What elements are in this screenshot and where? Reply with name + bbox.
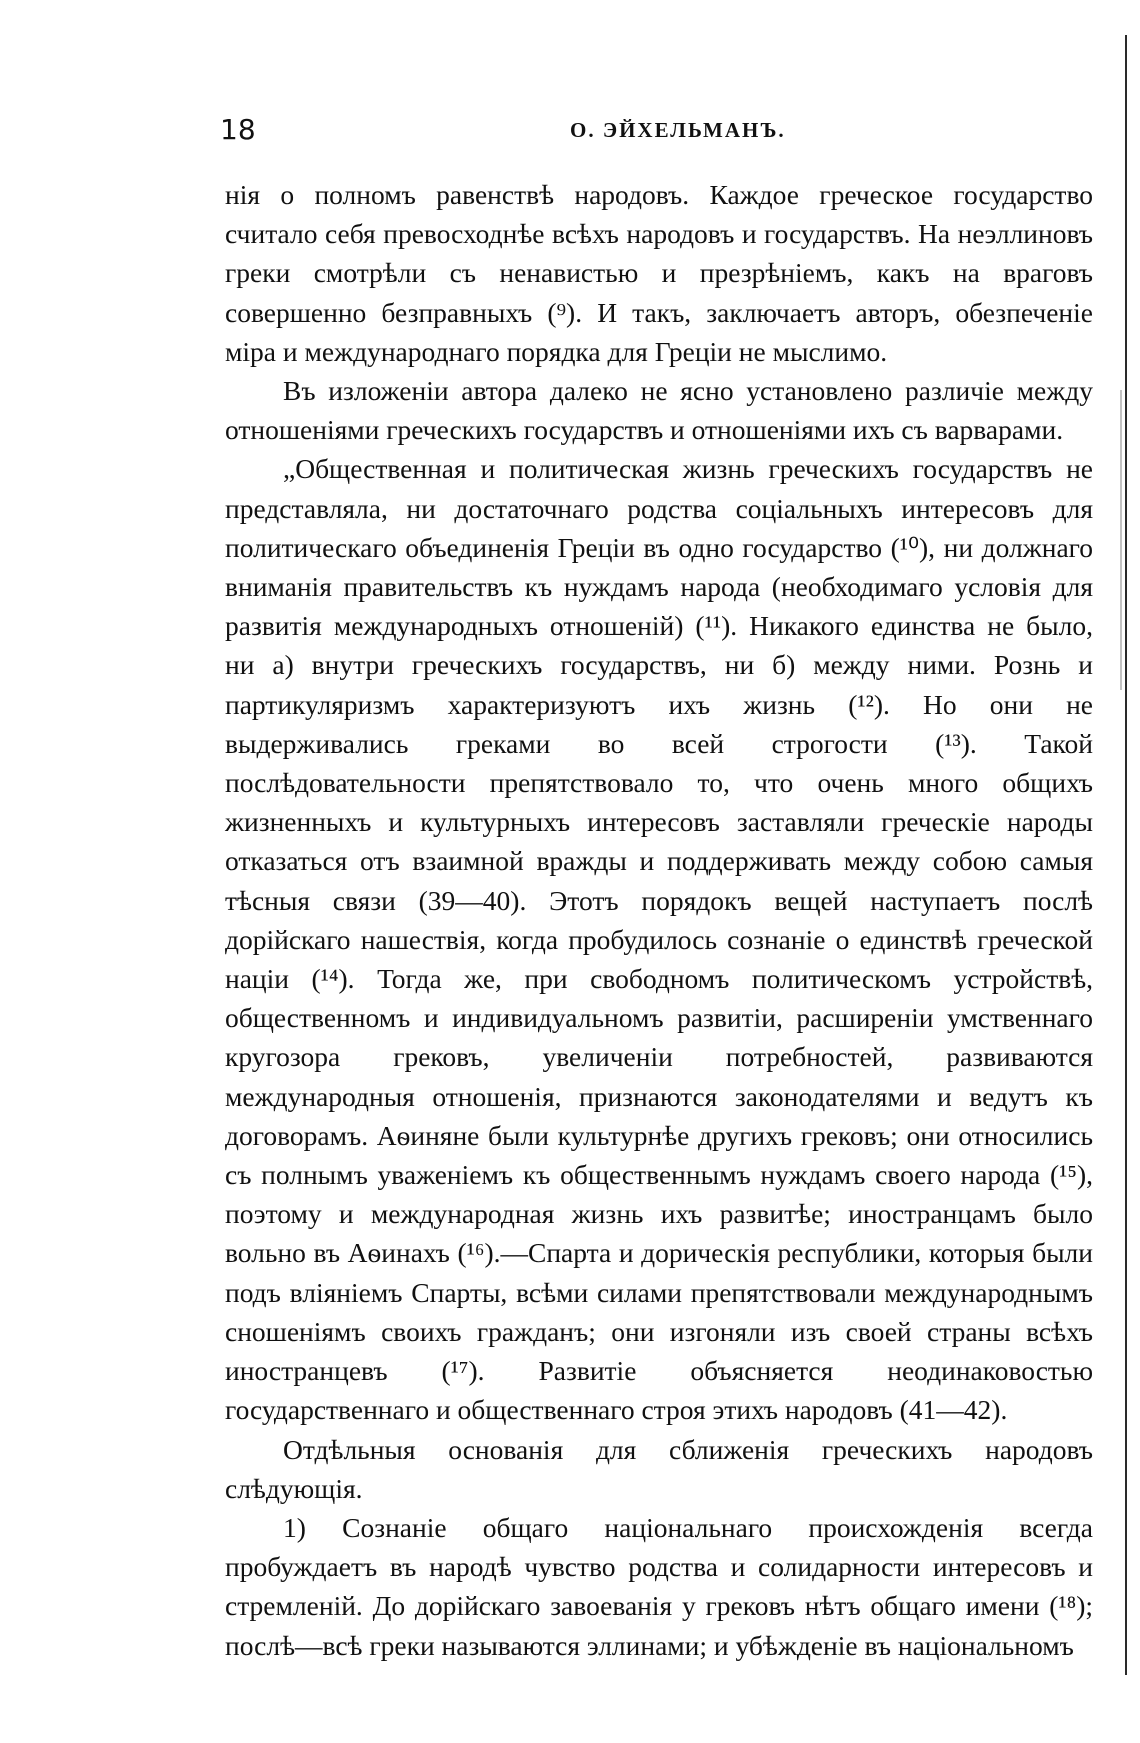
paragraph-5: 1) Сознаніе общаго національнаго происхожденія всегда пробуждаетъ въ народѣ чувство родства и солидарности интересовъ и стремленій. До дорійскаго завоеванія у грековъ нѣтъ общаго имени (¹⁸); послѣ—всѣ греки называются эллинами; и убѣжденіе въ національномъ xyxy=(225,1511,1093,1661)
paragraph-3: „Общественная и политическая жизнь греческихъ государствъ не представляла, ни достаточнаго родства соціальныхъ интересовъ для политическаго объединенія Греціи въ одно государство (¹⁰), ни должнаго вниманія правительствъ къ нуждамъ народа (необходимаго условія для развитія международныхъ отношеній) (¹¹). Никакого единства не было, ни а) внутри греческихъ государствъ, ни б) между ними. Рознь и партикуляризмъ характеризуютъ ихъ жизнь (¹²). Но они не выдерживались греками во всей строгости (¹³). Такой послѣдовательности препятствовало то, что очень много общихъ жизненныхъ и культурныхъ интересовъ заставляли греческіе народы отказаться отъ взаимной вражды и поддерживать между собою самыя тѣсныя связи (39—40). Этотъ порядокъ вещей наступаетъ послѣ дорійскаго нашествія, когда пробудилось сознаніе о единствѣ греческой націи (¹⁴). Тогда же, при свободномъ политическомъ устройствѣ, общественномъ и индивидуальномъ развитіи, расширеніи умственнаго кругозора грековъ, увеличеніи потребностей, развиваются международныя отношенія, признаются законодателями и ведутъ къ договорамъ. Аѳиняне были культурнѣе другихъ грековъ; они относились съ полнымъ уваженіемъ къ общественнымъ нуждамъ своего народа (¹⁵), поэтому и международная жизнь ихъ развитѣе; иностранцамъ было вольно въ Аѳинахъ (¹⁶).—Спарта и дорическія республики, которыя были подъ вліяніемъ Спарты, всѣми силами препятствовали международнымъ сношеніямъ своихъ гражданъ; они изгоняли изъ своей страны всѣхъ иностранцевъ (¹⁷). Развитіе объясняется неодинаковостью государственнаго и общественнаго строя этихъ народовъ (41—42). xyxy=(225,453,1093,1426)
body-text xyxy=(225,175,1093,1665)
paragraph-4: Отдѣльныя основанія для сближенія греческихъ народовъ слѣдующія. xyxy=(225,1433,1093,1504)
paragraph-1: нія о полномъ равенствѣ народовъ. Каждое греческое государство считало себя превосходнѣе всѣхъ народовъ и государствъ. На неэллиновъ греки смотрѣли съ ненавистью и презрѣніемъ, какъ на враговъ совершенно безправныхъ (⁹). И такъ, заключаетъ авторъ, обезпеченіе міра и международнаго порядка для Греціи не мыслимо. xyxy=(225,179,1093,367)
page-edge-line xyxy=(1125,35,1127,1675)
page-number: 18 xyxy=(220,113,256,146)
paragraph-2: Въ изложеніи автора далеко не ясно установлено различіе между отношеніями греческихъ государствъ и отношеніями ихъ съ варварами. xyxy=(225,375,1093,446)
page-edge-shadow xyxy=(1120,390,1122,690)
running-head: О. ЭЙХЕЛЬМАНЪ. xyxy=(570,118,786,142)
